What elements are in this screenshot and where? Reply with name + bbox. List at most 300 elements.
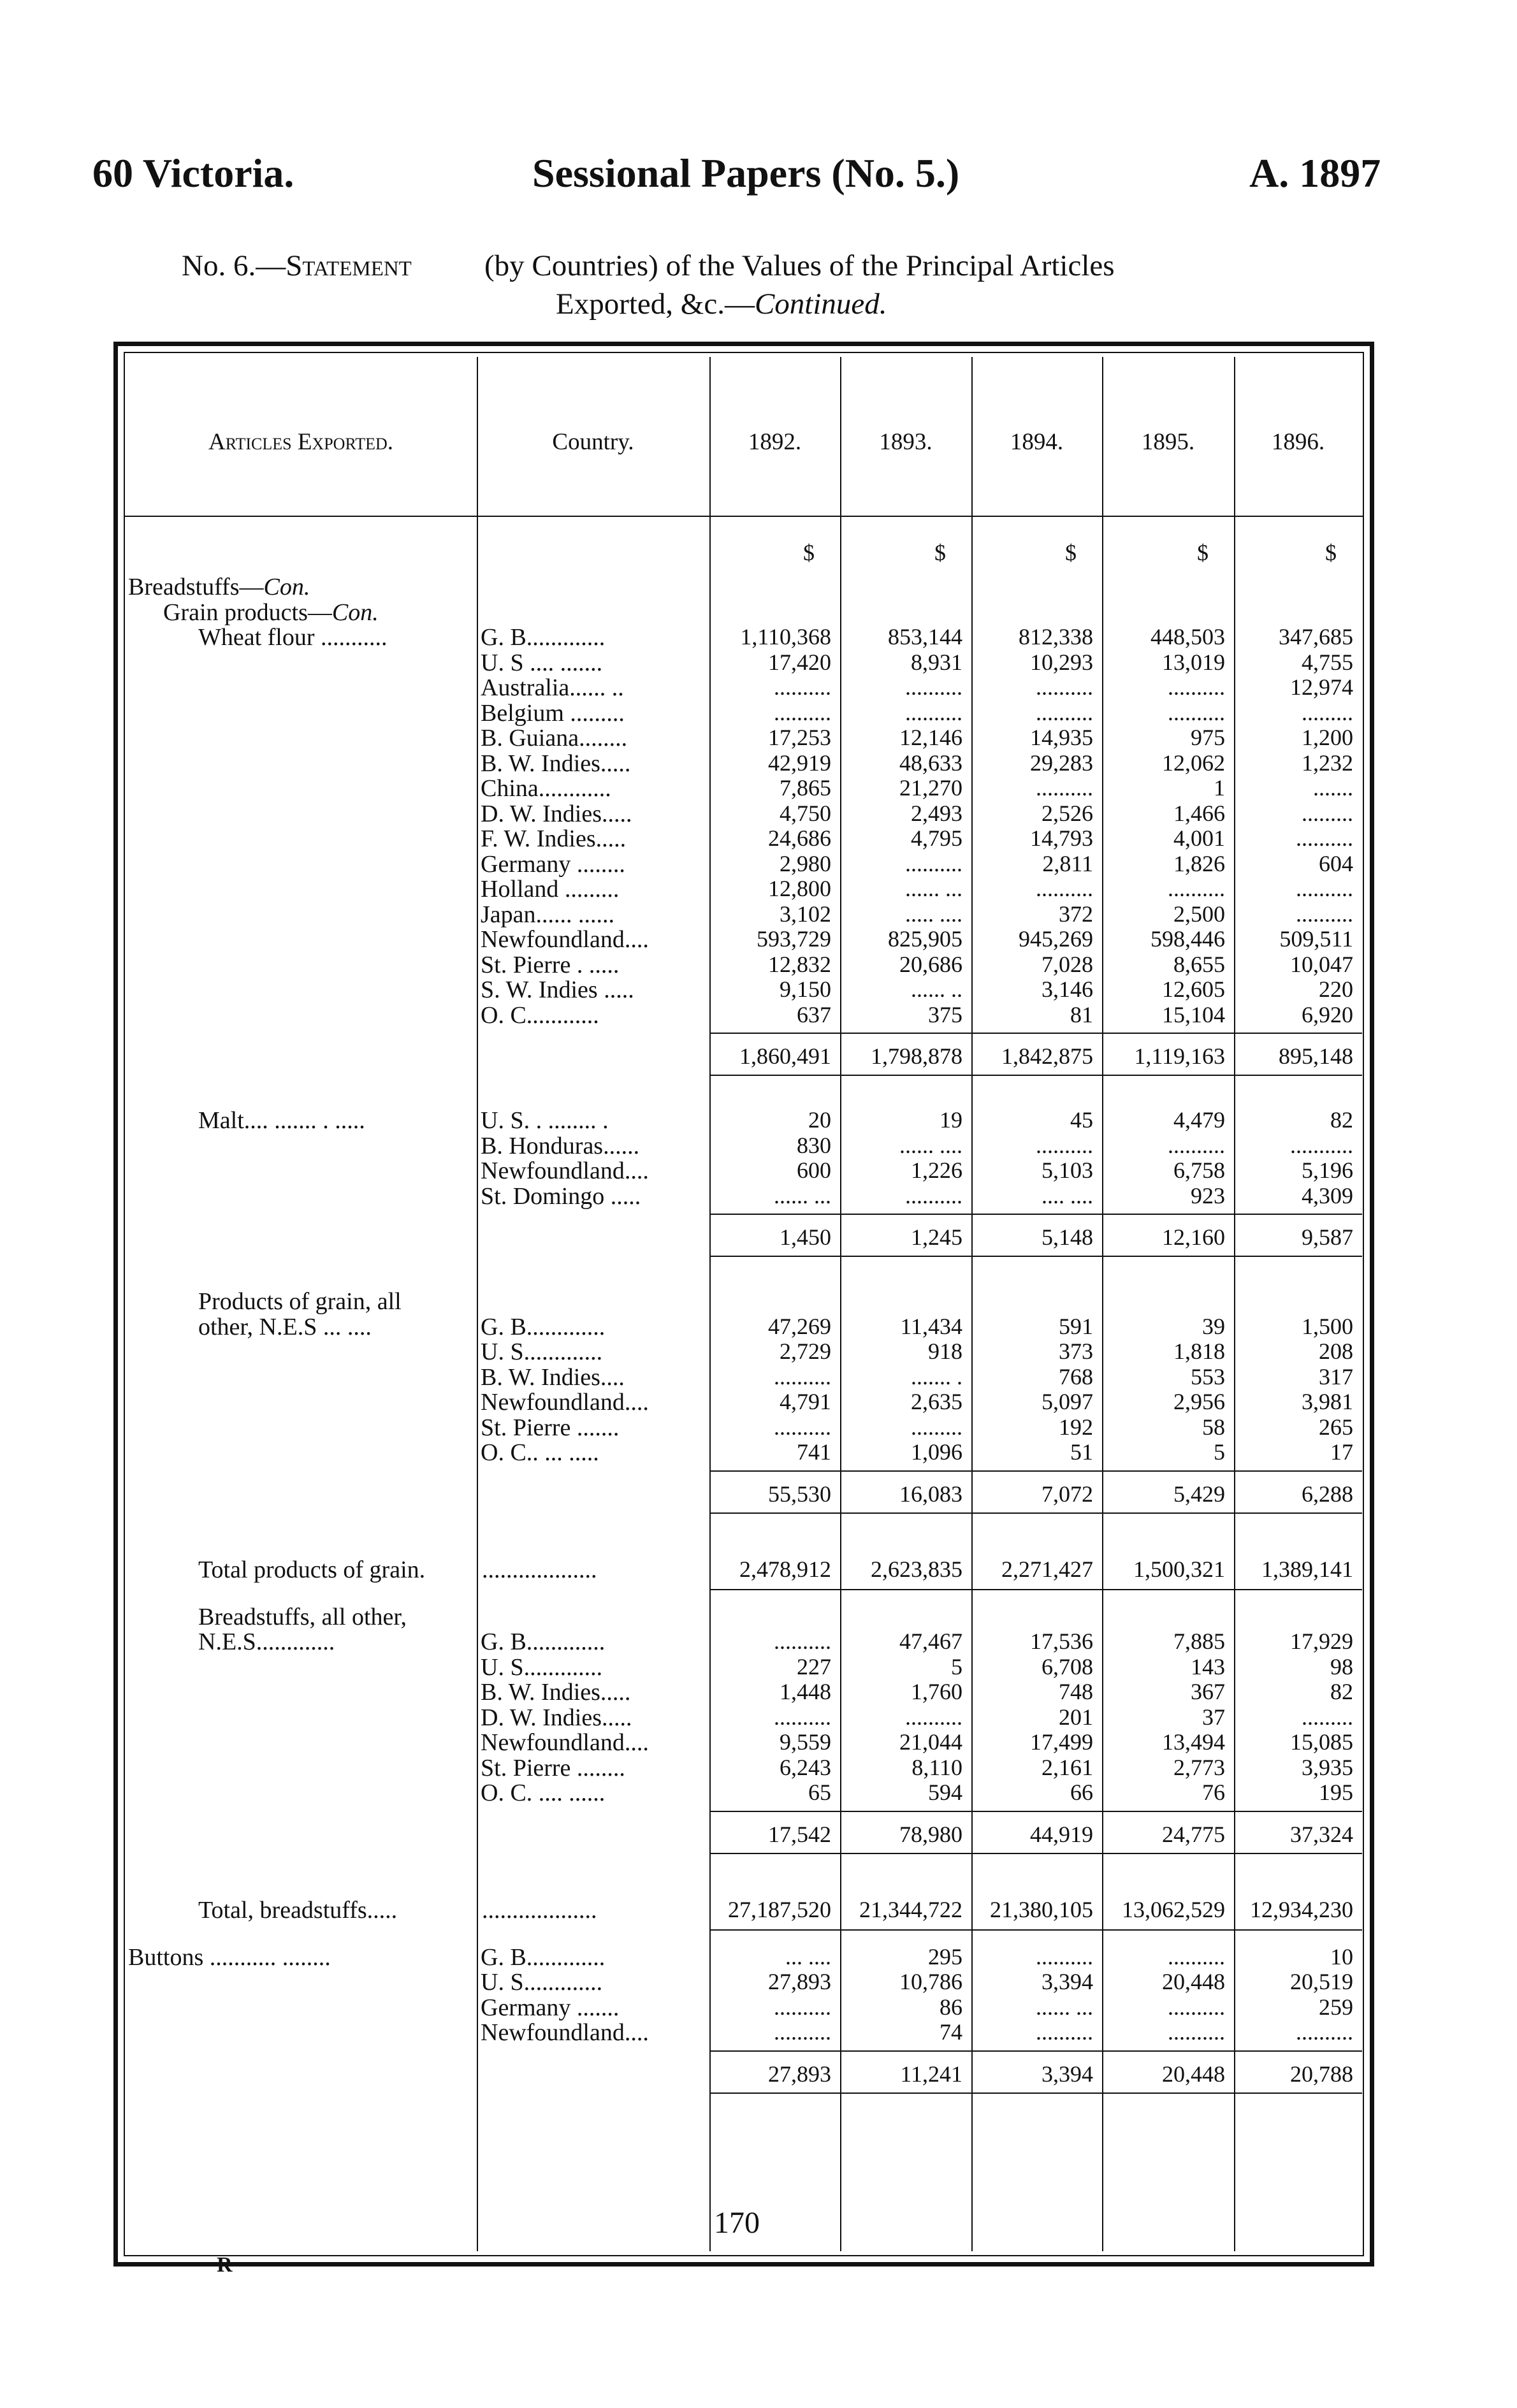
cell-value: 4,750 [780, 800, 831, 826]
cell-value: 24,686 [768, 825, 831, 851]
cell-value: 5,097 [1042, 1389, 1093, 1414]
cell-value: 975 [1191, 725, 1225, 750]
country-name: B. W. Indies..... [481, 1679, 631, 1706]
cell-value: 17 [1330, 1439, 1353, 1465]
total-rule [709, 1811, 840, 1812]
cell-value: 373 [1059, 1338, 1093, 1364]
total-rule [1234, 1512, 1362, 1514]
total-rule [1234, 2092, 1362, 2094]
cell-value: .......... [1296, 901, 1353, 927]
cell-value: ..... .... [905, 901, 962, 927]
total-rule [840, 1853, 971, 1854]
header-year: A. 1897 [1249, 150, 1381, 196]
total-rule [840, 1033, 971, 1034]
header-year-4: 1896. [1271, 429, 1325, 455]
total-rule [971, 1811, 1102, 1812]
dollar-sign: $ [1065, 540, 1077, 565]
cell-value: 1,200 [1302, 725, 1353, 750]
cell-value: .... .... [1042, 1182, 1093, 1208]
group-total: 5,148 [1042, 1224, 1093, 1250]
cell-value: 12,146 [899, 725, 962, 750]
row-label: Total, breadstuffs..... [198, 1896, 398, 1924]
group-total: 1,245 [911, 1224, 962, 1250]
cell-value: .......... [1296, 876, 1353, 901]
label-continued: Con. [263, 574, 310, 600]
cell-value: 2,635 [911, 1389, 962, 1414]
cell-value: .......... [905, 1182, 962, 1208]
group-total: 9,587 [1302, 1224, 1353, 1250]
cell-value: 347,685 [1279, 624, 1353, 649]
country-name: O. C. .... ...... [481, 1780, 606, 1806]
cell-value: 825,905 [888, 926, 962, 952]
total-rule [1102, 2092, 1234, 2094]
total-value: 27,187,520 [728, 1896, 831, 1922]
country-name: O. C............ [481, 1001, 599, 1029]
total-rule [971, 1929, 1102, 1931]
group-total: 3,394 [1042, 2061, 1093, 2087]
statement-title-line1: (by Countries) of the Values of the Principal Articles [484, 249, 1115, 282]
country-name: China............ [481, 775, 611, 802]
total-rule [971, 1214, 1102, 1215]
cell-value: 1,096 [911, 1439, 962, 1465]
country-name: G. B............. [481, 1313, 606, 1340]
cell-value: 3,935 [1302, 1754, 1353, 1780]
article-label [198, 1603, 407, 1631]
cell-value: 1 [1214, 775, 1225, 801]
total-value: 21,380,105 [990, 1896, 1093, 1922]
total-rule [971, 1033, 1102, 1034]
header-country: Country. [552, 429, 634, 455]
cell-value: .......... [1036, 699, 1093, 725]
label-text: Grain products— [163, 598, 332, 626]
cell-value: 265 [1319, 1414, 1353, 1440]
label-text: Buttons ........... ........ [128, 1943, 331, 1971]
dollar-sign: $ [1197, 540, 1209, 565]
total-rule [1234, 1589, 1362, 1590]
cell-value: 4,309 [1302, 1182, 1353, 1208]
total-rule [840, 1214, 971, 1215]
cell-value: 853,144 [888, 624, 962, 649]
cell-value: 748 [1059, 1679, 1093, 1704]
dollar-sign: $ [803, 540, 815, 565]
cell-value: .......... [1168, 674, 1225, 700]
country-name: Newfoundland.... [481, 2019, 649, 2046]
cell-value: ......... [1302, 1704, 1353, 1730]
cell-value: 3,102 [780, 901, 831, 927]
cell-value: 375 [928, 1001, 962, 1027]
total-rule [1102, 1853, 1234, 1854]
cell-value: .......... [1036, 674, 1093, 700]
cell-value: 591 [1059, 1313, 1093, 1339]
cell-value: .......... [1168, 876, 1225, 901]
cell-value: 598,446 [1150, 926, 1225, 952]
total-rule [1102, 1075, 1234, 1076]
cell-value: 13,019 [1162, 649, 1225, 675]
cell-value: ...... .... [899, 1132, 962, 1158]
cell-value: 1,826 [1173, 850, 1225, 876]
cell-value: 220 [1319, 976, 1353, 1002]
cell-value: 295 [928, 1943, 962, 1969]
country-name: Australia...... .. [481, 674, 624, 701]
cell-value: 10,293 [1030, 649, 1093, 675]
label-text: Breadstuffs— [128, 574, 264, 600]
cell-value: 12,974 [1290, 674, 1353, 700]
cell-value: 3,394 [1042, 1969, 1093, 1994]
cell-value: 317 [1319, 1363, 1353, 1389]
group-total: 44,919 [1030, 1821, 1093, 1847]
header-title: Sessional Papers (No. 5.) [532, 150, 960, 196]
cell-value: .......... [774, 674, 831, 700]
total-rule [709, 1512, 840, 1514]
total-rule [1102, 1929, 1234, 1931]
cell-value: 17,536 [1030, 1628, 1093, 1654]
cell-value: 20,686 [899, 951, 962, 977]
group-total: 1,119,163 [1134, 1043, 1225, 1069]
cell-value: 82 [1330, 1679, 1353, 1704]
cell-value: 20,448 [1162, 1969, 1225, 1994]
footer-mark: R [217, 2253, 233, 2277]
cell-value: 17,499 [1030, 1729, 1093, 1755]
group-total: 27,893 [768, 2061, 831, 2087]
cell-value: .......... [905, 1704, 962, 1730]
cell-value: 7,865 [780, 775, 831, 801]
cell-value: 5 [1214, 1439, 1225, 1465]
cell-value: .......... [774, 2019, 831, 2045]
total-rule [1102, 1470, 1234, 1472]
total-rule [971, 1256, 1102, 1257]
country-name: St. Domingo ..... [481, 1182, 641, 1210]
row-label: Total products of grain. [198, 1556, 426, 1583]
total-rule [840, 1589, 971, 1590]
cell-value: 10,786 [899, 1969, 962, 1994]
cell-value: 372 [1059, 901, 1093, 927]
country-name: U. S .... ....... [481, 649, 603, 676]
country-name: B. Honduras...... [481, 1132, 640, 1159]
cell-value: 14,935 [1030, 725, 1093, 750]
total-value: 2,271,427 [1001, 1556, 1093, 1582]
cell-value: 21,270 [899, 775, 962, 801]
cell-value: 553 [1191, 1363, 1225, 1389]
leader-dots: ................... [482, 1556, 597, 1583]
country-name: Holland ......... [481, 876, 620, 903]
group-total: 1,860,491 [739, 1043, 831, 1069]
cell-value: 76 [1202, 1780, 1225, 1805]
label-text: Products of grain, all [198, 1288, 402, 1315]
header-volume: 60 Victoria. [92, 150, 294, 196]
country-name: Newfoundland.... [481, 926, 649, 953]
total-rule [971, 1853, 1102, 1854]
total-rule [709, 1929, 840, 1931]
total-rule [1234, 1256, 1362, 1257]
cell-value: 74 [940, 2019, 962, 2045]
total-value: 12,934,230 [1250, 1896, 1353, 1922]
article-label [163, 598, 379, 627]
group-total: 895,148 [1279, 1043, 1353, 1069]
group-total: 78,980 [899, 1821, 962, 1847]
country-name: F. W. Indies..... [481, 825, 627, 852]
group-total: 20,448 [1162, 2061, 1225, 2087]
country-name: B. Guiana........ [481, 725, 628, 751]
cell-value: 600 [797, 1157, 831, 1183]
group-total: 11,241 [900, 2061, 962, 2087]
cell-value: 812,338 [1019, 624, 1093, 649]
cell-value: 17,253 [768, 725, 831, 750]
page-number: 170 [714, 2206, 760, 2240]
cell-value: 1,466 [1173, 800, 1225, 826]
total-rule [971, 1075, 1102, 1076]
cell-value: 143 [1191, 1653, 1225, 1679]
cell-value: 39 [1202, 1313, 1225, 1339]
group-total: 1,842,875 [1001, 1043, 1093, 1069]
cell-value: 2,811 [1042, 850, 1093, 876]
country-name: Newfoundland.... [481, 1729, 649, 1756]
cell-value: ......... [1302, 699, 1353, 725]
country-name: St. Pierre ........ [481, 1754, 625, 1781]
cell-value: 4,791 [780, 1389, 831, 1414]
group-total: 6,288 [1302, 1481, 1353, 1507]
total-rule [971, 1589, 1102, 1590]
dollar-sign: $ [934, 540, 946, 565]
cell-value: ...... .. [911, 976, 962, 1002]
total-value: 21,344,722 [859, 1896, 962, 1922]
country-name: Belgium ......... [481, 699, 625, 727]
cell-value: 5,103 [1042, 1157, 1093, 1183]
country-name: G. B............. [481, 1943, 606, 1971]
group-total: 55,530 [768, 1481, 831, 1507]
header-rule [125, 516, 1363, 517]
label-continued: Con. [331, 598, 379, 626]
header-year-3: 1895. [1141, 429, 1195, 455]
header-year-1: 1893. [879, 429, 933, 455]
cell-value: 12,062 [1162, 750, 1225, 776]
cell-value: 42,919 [768, 750, 831, 776]
total-rule [1102, 1214, 1234, 1215]
cell-value: 12,605 [1162, 976, 1225, 1002]
cell-value: 1,110,368 [740, 624, 831, 649]
column-divider [477, 357, 478, 2251]
cell-value: .......... [1168, 1943, 1225, 1969]
cell-value: 4,795 [911, 825, 962, 851]
country-name: Newfoundland.... [481, 1157, 649, 1184]
total-rule [1234, 2050, 1362, 2052]
total-rule [709, 1470, 840, 1472]
total-rule [709, 2050, 840, 2052]
country-name: S. W. Indies ..... [481, 976, 634, 1003]
country-name: U. S. . ........ . [481, 1107, 609, 1134]
cell-value: 10,047 [1290, 951, 1353, 977]
total-rule [971, 2092, 1102, 2094]
cell-value: 81 [1070, 1001, 1093, 1027]
cell-value: 37 [1202, 1704, 1225, 1730]
total-rule [840, 1256, 971, 1257]
cell-value: .......... [1168, 1132, 1225, 1158]
leader-dots: ................... [482, 1896, 597, 1924]
cell-value: 918 [928, 1338, 962, 1364]
cell-value: 21,044 [899, 1729, 962, 1755]
cell-value: 594 [928, 1780, 962, 1805]
total-rule [1234, 1853, 1362, 1854]
cell-value: .......... [1036, 1132, 1093, 1158]
total-rule [709, 2092, 840, 2094]
cell-value: 15,104 [1162, 1001, 1225, 1027]
cell-value: 259 [1319, 1994, 1353, 2020]
country-name: U. S............. [481, 1338, 603, 1365]
label-text: other, N.E.S ... .... [198, 1313, 372, 1340]
cell-value: 51 [1070, 1439, 1093, 1465]
group-total: 37,324 [1290, 1821, 1353, 1847]
cell-value: 2,500 [1173, 901, 1225, 927]
cell-value: .......... [774, 1628, 831, 1654]
total-rule [840, 2092, 971, 2094]
cell-value: 593,729 [757, 926, 831, 952]
cell-value: 48,633 [899, 750, 962, 776]
label-text: N.E.S............. [198, 1628, 335, 1655]
total-rule [1102, 1811, 1234, 1812]
group-total: 20,788 [1290, 2061, 1353, 2087]
cell-value: 7,028 [1042, 951, 1093, 977]
article-label [198, 1628, 335, 1656]
total-value: 2,478,912 [739, 1556, 831, 1582]
total-value: 1,500,321 [1133, 1556, 1225, 1582]
group-total: 24,775 [1162, 1821, 1225, 1847]
group-total: 5,429 [1173, 1481, 1225, 1507]
cell-value: 17,420 [768, 649, 831, 675]
cell-value: .......... [774, 699, 831, 725]
cell-value: .......... [1036, 2019, 1093, 2045]
cell-value: .......... [1168, 1994, 1225, 2020]
statement-title-line2: Exported, &c.—Continued. [556, 287, 887, 321]
cell-value: 8,110 [911, 1754, 962, 1780]
cell-value: 9,150 [780, 976, 831, 1002]
total-rule [709, 1075, 840, 1076]
cell-value: 637 [797, 1001, 831, 1027]
cell-value: 768 [1059, 1363, 1093, 1389]
cell-value: 2,773 [1173, 1754, 1225, 1780]
article-label [198, 623, 388, 651]
cell-value: 2,161 [1042, 1754, 1093, 1780]
cell-value: 367 [1191, 1679, 1225, 1704]
cell-value: 3,981 [1302, 1389, 1353, 1414]
cell-value: 47,269 [768, 1313, 831, 1339]
cell-value: 1,226 [911, 1157, 962, 1183]
cell-value: ....... [1313, 775, 1353, 801]
total-rule [840, 1470, 971, 1472]
cell-value: 12,800 [768, 876, 831, 901]
cell-value: 227 [797, 1653, 831, 1679]
cell-value: .......... [774, 1414, 831, 1440]
cell-value: 604 [1319, 850, 1353, 876]
statistics-table [113, 342, 1374, 2267]
cell-value: 6,758 [1173, 1157, 1225, 1183]
country-name: Germany ........ [481, 850, 625, 878]
cell-value: 2,526 [1042, 800, 1093, 826]
cell-value: 82 [1330, 1107, 1353, 1133]
cell-value: ......... [1302, 800, 1353, 826]
group-total: 12,160 [1162, 1224, 1225, 1250]
country-name: D. W. Indies..... [481, 800, 632, 827]
article-label [128, 1943, 331, 1971]
group-total: 17,542 [768, 1821, 831, 1847]
total-rule [709, 1214, 840, 1215]
total-rule [971, 1470, 1102, 1472]
total-rule [709, 1853, 840, 1854]
country-name: B. W. Indies.... [481, 1363, 625, 1391]
total-rule [840, 1929, 971, 1931]
country-name: St. Pierre ....... [481, 1414, 620, 1441]
article-label [198, 1313, 372, 1341]
cell-value: 1,448 [780, 1679, 831, 1704]
cell-value: 27,893 [768, 1969, 831, 1994]
cell-value: ...... ... [1036, 1994, 1093, 2020]
cell-value: 5 [951, 1653, 962, 1679]
dollar-sign: $ [1325, 540, 1337, 565]
cell-value: 208 [1319, 1338, 1353, 1364]
cell-value: 1,500 [1302, 1313, 1353, 1339]
cell-value: 923 [1191, 1182, 1225, 1208]
cell-value: 17,929 [1290, 1628, 1353, 1654]
country-name: U. S............. [481, 1969, 603, 1996]
cell-value: 2,956 [1173, 1389, 1225, 1414]
country-name: Japan...... ...... [481, 901, 615, 928]
cell-value: ...... ... [905, 876, 962, 901]
cell-value: .......... [905, 699, 962, 725]
article-label [198, 1106, 365, 1135]
cell-value: 45 [1070, 1107, 1093, 1133]
total-rule [709, 1589, 840, 1590]
cell-value: 65 [808, 1780, 831, 1805]
cell-value: 47,467 [899, 1628, 962, 1654]
cell-value: 66 [1070, 1780, 1093, 1805]
cell-value: 58 [1202, 1414, 1225, 1440]
cell-value: ........... [1290, 1132, 1353, 1158]
total-rule [840, 2050, 971, 2052]
cell-value: 14,793 [1030, 825, 1093, 851]
cell-value: ......... [911, 1414, 962, 1440]
total-value: 13,062,529 [1122, 1896, 1225, 1922]
total-rule [1102, 2050, 1234, 2052]
country-name: D. W. Indies..... [481, 1704, 632, 1731]
cell-value: 2,493 [911, 800, 962, 826]
cell-value: .......... [905, 674, 962, 700]
cell-value: 20 [808, 1107, 831, 1133]
cell-value: 20,519 [1290, 1969, 1353, 1994]
country-name: Newfoundland.... [481, 1389, 649, 1416]
header-year-0: 1892. [748, 429, 802, 455]
total-value: 2,623,835 [871, 1556, 962, 1582]
cell-value: 10 [1330, 1943, 1353, 1969]
total-rule [971, 2050, 1102, 2052]
cell-value: ...... ... [774, 1182, 831, 1208]
cell-value: 98 [1330, 1653, 1353, 1679]
cell-value: 4,001 [1173, 825, 1225, 851]
cell-value: 86 [940, 1994, 962, 2020]
cell-value: .......... [1168, 699, 1225, 725]
cell-value: .......... [905, 850, 962, 876]
total-rule [1234, 1075, 1362, 1076]
cell-value: 3,146 [1042, 976, 1093, 1002]
total-rule [840, 1075, 971, 1076]
cell-value: 4,755 [1302, 649, 1353, 675]
total-rule [1234, 1811, 1362, 1812]
country-name: O. C.. ... ..... [481, 1439, 599, 1466]
cell-value: 13,494 [1162, 1729, 1225, 1755]
total-rule [709, 1033, 840, 1034]
cell-value: ... .... [785, 1943, 831, 1969]
label-text: Wheat flour ........... [198, 624, 388, 651]
cell-value: 8,655 [1173, 951, 1225, 977]
cell-value: .......... [1036, 775, 1093, 801]
country-name: Germany ....... [481, 1994, 620, 2021]
